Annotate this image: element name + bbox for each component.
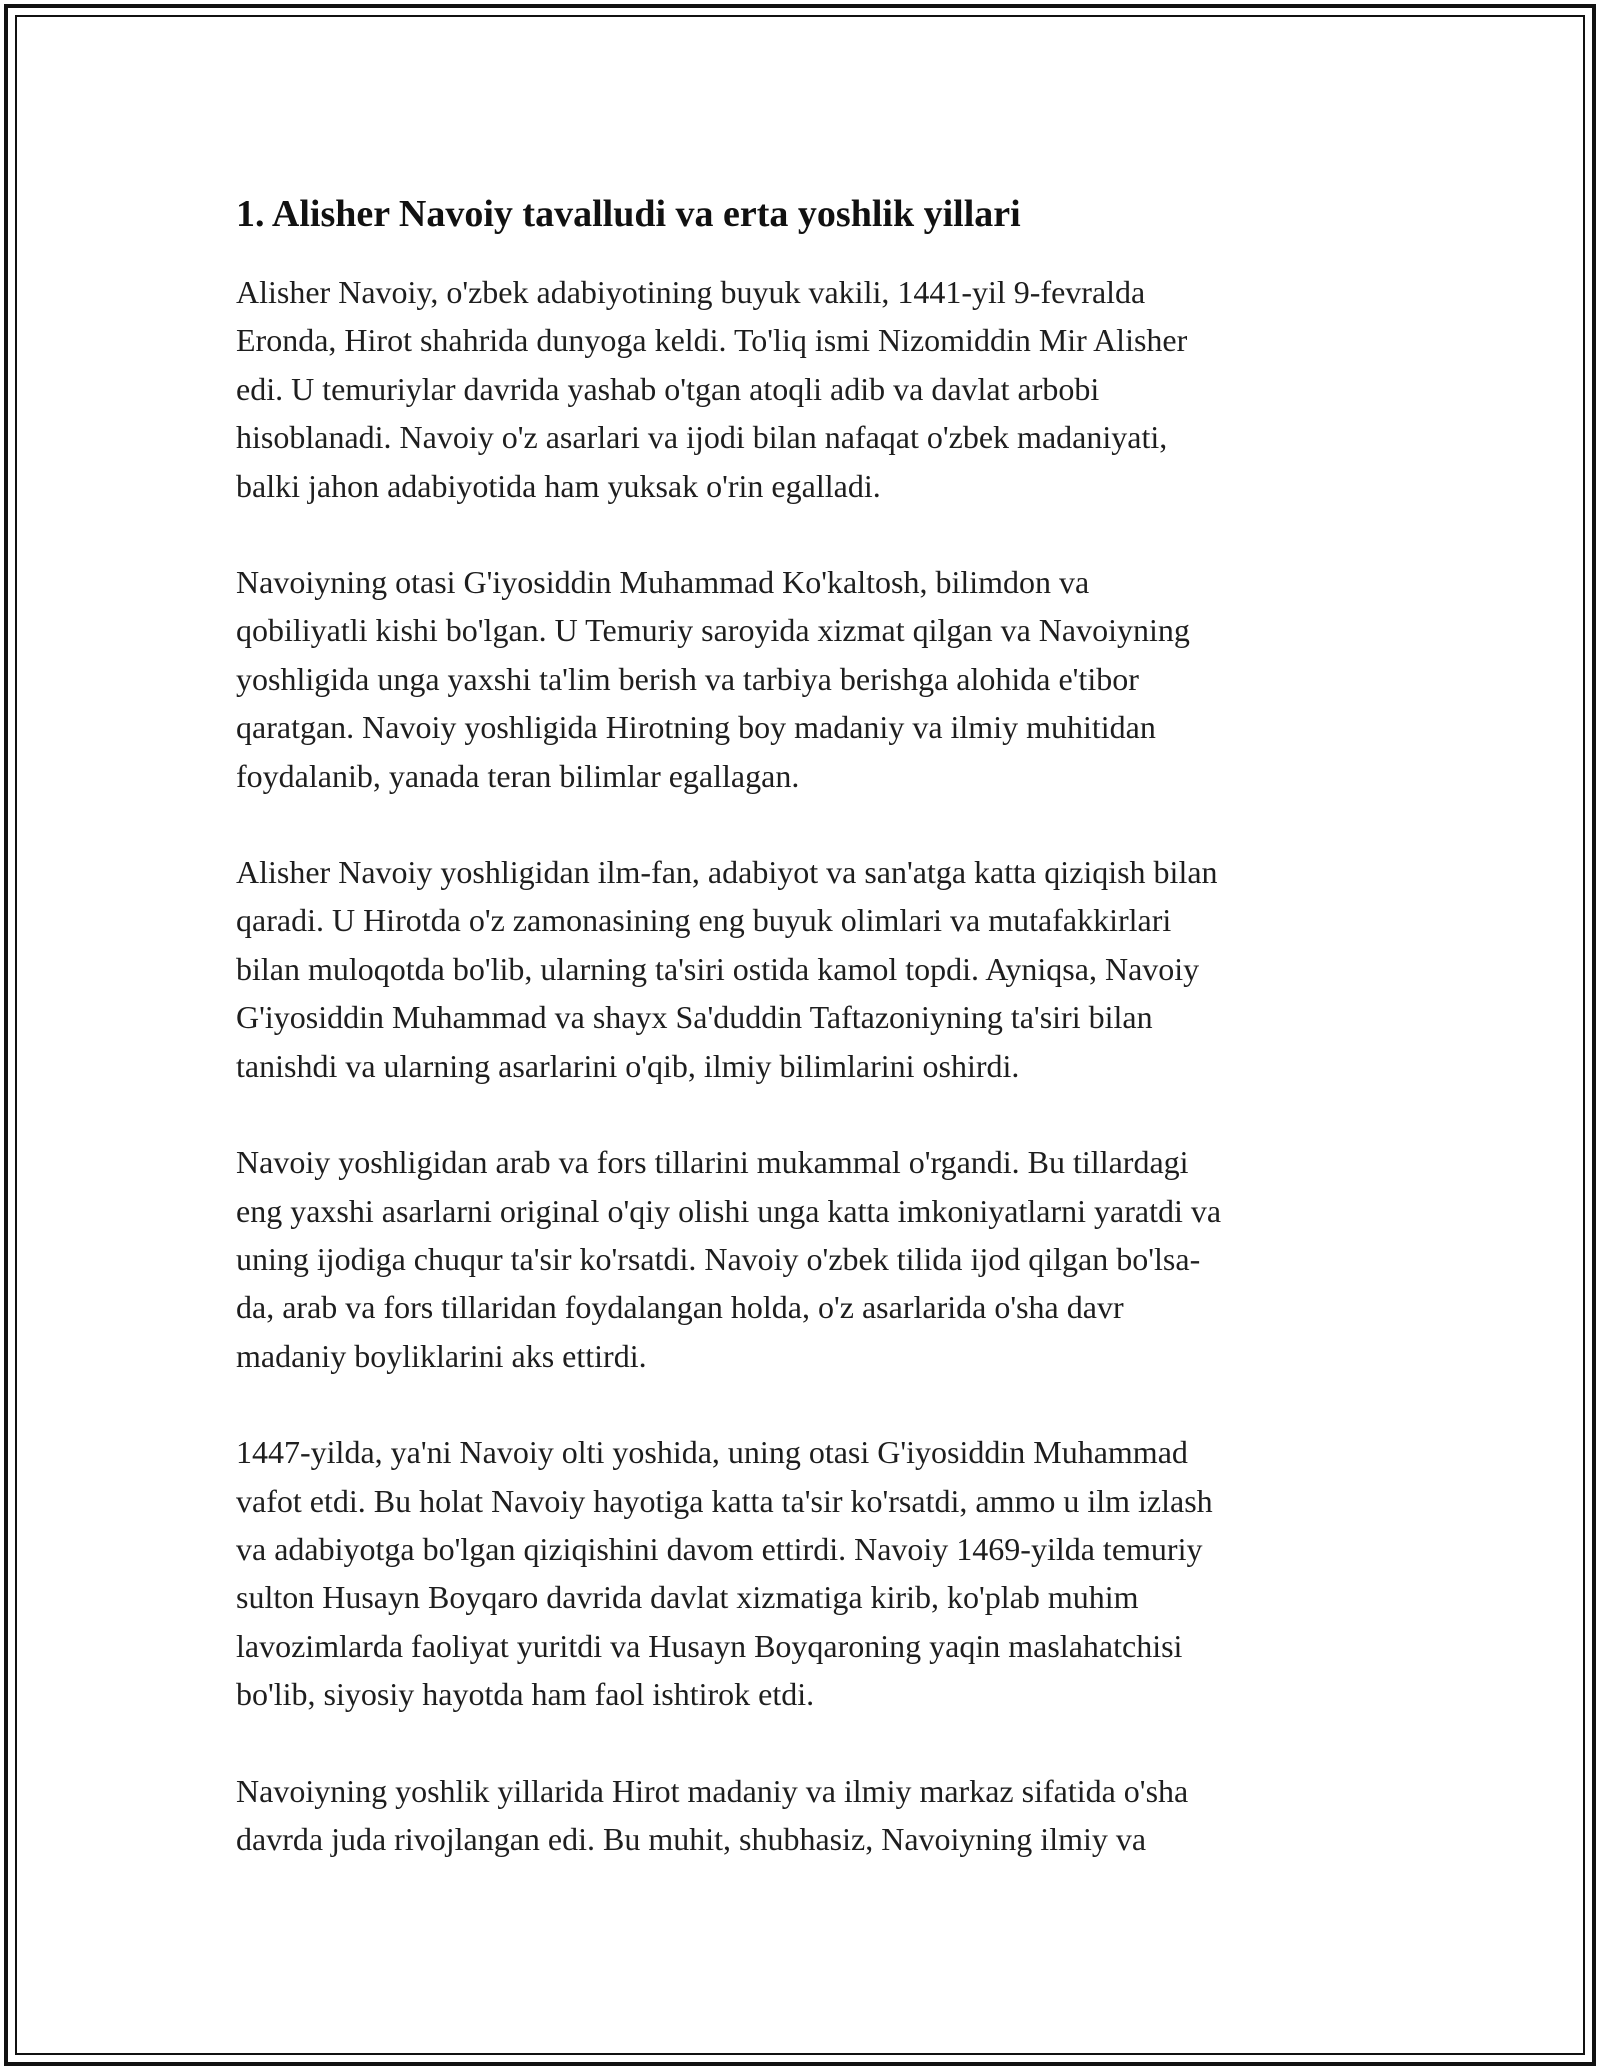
paragraph-line: lavozimlarda faoliyat yuritdi va Husayn Boyqaroning yaqin maslahatchisi bbox=[236, 1627, 1183, 1664]
paragraph-career bbox=[236, 1428, 1366, 1718]
paragraph-languages bbox=[236, 1138, 1366, 1380]
paragraph-line: hisoblanadi. Navoiy o'z asarlari va ijodi bilan nafaqat o'zbek madaniyati, bbox=[236, 419, 1168, 456]
paragraph-line: da, arab va fors tillaridan foydalangan holda, o'z asarlarida o'sha davr bbox=[236, 1289, 1124, 1326]
section-heading: 1. Alisher Navoiy tavalludi va erta yoshlik yillari bbox=[236, 193, 1021, 235]
paragraph-line: uning ijodiga chuqur ta'sir ko'rsatdi. Navoiy o'zbek tilida ijod qilgan bo'lsa- bbox=[236, 1240, 1201, 1277]
paragraph-line: bo'lib, siyosiy hayotda ham faol ishtirok etdi. bbox=[236, 1676, 815, 1713]
paragraph-line: edi. U temuriylar davrida yashab o'tgan atoqli adib va davlat arbobi bbox=[236, 370, 1100, 407]
paragraph-line: va adabiyotga bo'lgan qiziqishini davom ettirdi. Navoiy 1469-yilda temuriy bbox=[236, 1530, 1203, 1567]
paragraph-birth bbox=[236, 268, 1366, 510]
document-body bbox=[236, 186, 1366, 1911]
paragraph-line: vafot etdi. Bu holat Navoiy hayotiga katta ta'sir ko'rsatdi, ammo u ilm izlash bbox=[236, 1482, 1213, 1519]
paragraph-father bbox=[236, 558, 1366, 800]
paragraph-line: Navoiyning yoshlik yillarida Hirot madaniy va ilmiy markaz sifatida o'sha bbox=[236, 1772, 1189, 1809]
paragraph-line: yoshligida unga yaxshi ta'lim berish va tarbiya berishga alohida e'tibor bbox=[236, 660, 1139, 697]
paragraph-line: G'iyosiddin Muhammad va shayx Sa'duddin Taftazoniyning ta'siri bilan bbox=[236, 999, 1153, 1036]
paragraph-line: madaniy boyliklarini aks ettirdi. bbox=[236, 1337, 647, 1374]
paragraph-line: balki jahon adabiyotida ham yuksak o'rin egalladi. bbox=[236, 467, 881, 504]
paragraph-line: 1447-yilda, ya'ni Navoiy olti yoshida, uning otasi G'iyosiddin Muhammad bbox=[236, 1434, 1188, 1471]
paragraph-line: eng yaxshi asarlarni original o'qiy olishi unga katta imkoniyatlarni yaratdi va bbox=[236, 1192, 1222, 1229]
paragraph-herat bbox=[236, 1767, 1366, 1864]
paragraph-line: Alisher Navoiy, o'zbek adabiyotining buyuk vakili, 1441-yil 9-fevralda bbox=[236, 274, 1146, 310]
paragraph-line: Eronda, Hirot shahrida dunyoga keldi. To'liq ismi Nizomiddin Mir Alisher bbox=[236, 322, 1188, 359]
paragraph-line: qaradi. U Hirotda o'z zamonasining eng buyuk olimlari va mutafakkirlari bbox=[236, 902, 1172, 939]
paragraph-education bbox=[236, 848, 1366, 1090]
paragraph-line: davrda juda rivojlangan edi. Bu muhit, shubhasiz, Navoiyning ilmiy va bbox=[236, 1820, 1147, 1857]
paragraph-line: bilan muloqotda bo'lib, ularning ta'siri ostida kamol topdi. Ayniqsa, Navoiy bbox=[236, 950, 1200, 987]
paragraph-line: Navoiy yoshligidan arab va fors tillarini mukammal o'rgandi. Bu tillardagi bbox=[236, 1144, 1189, 1181]
paragraph-line: tanishdi va ularning asarlarini o'qib, ilmiy bilimlarini oshirdi. bbox=[236, 1047, 1020, 1084]
paragraph-line: sulton Husayn Boyqaro davrida davlat xizmatiga kirib, ko'plab muhim bbox=[236, 1579, 1139, 1616]
paragraph-line: qaratgan. Navoiy yoshligida Hirotning boy madaniy va ilmiy muhitidan bbox=[236, 709, 1156, 746]
paragraph-line: qobiliyatli kishi bo'lgan. U Temuriy saroyida xizmat qilgan va Navoiyning bbox=[236, 612, 1190, 649]
paragraph-line: foydalanib, yanada teran bilimlar egallagan. bbox=[236, 757, 800, 794]
paragraph-line: Alisher Navoiy yoshligidan ilm-fan, adabiyot va san'atga katta qiziqish bilan bbox=[236, 854, 1218, 891]
paragraph-line: Navoiyning otasi G'iyosiddin Muhammad Ko'kaltosh, bilimdon va bbox=[236, 564, 1090, 601]
